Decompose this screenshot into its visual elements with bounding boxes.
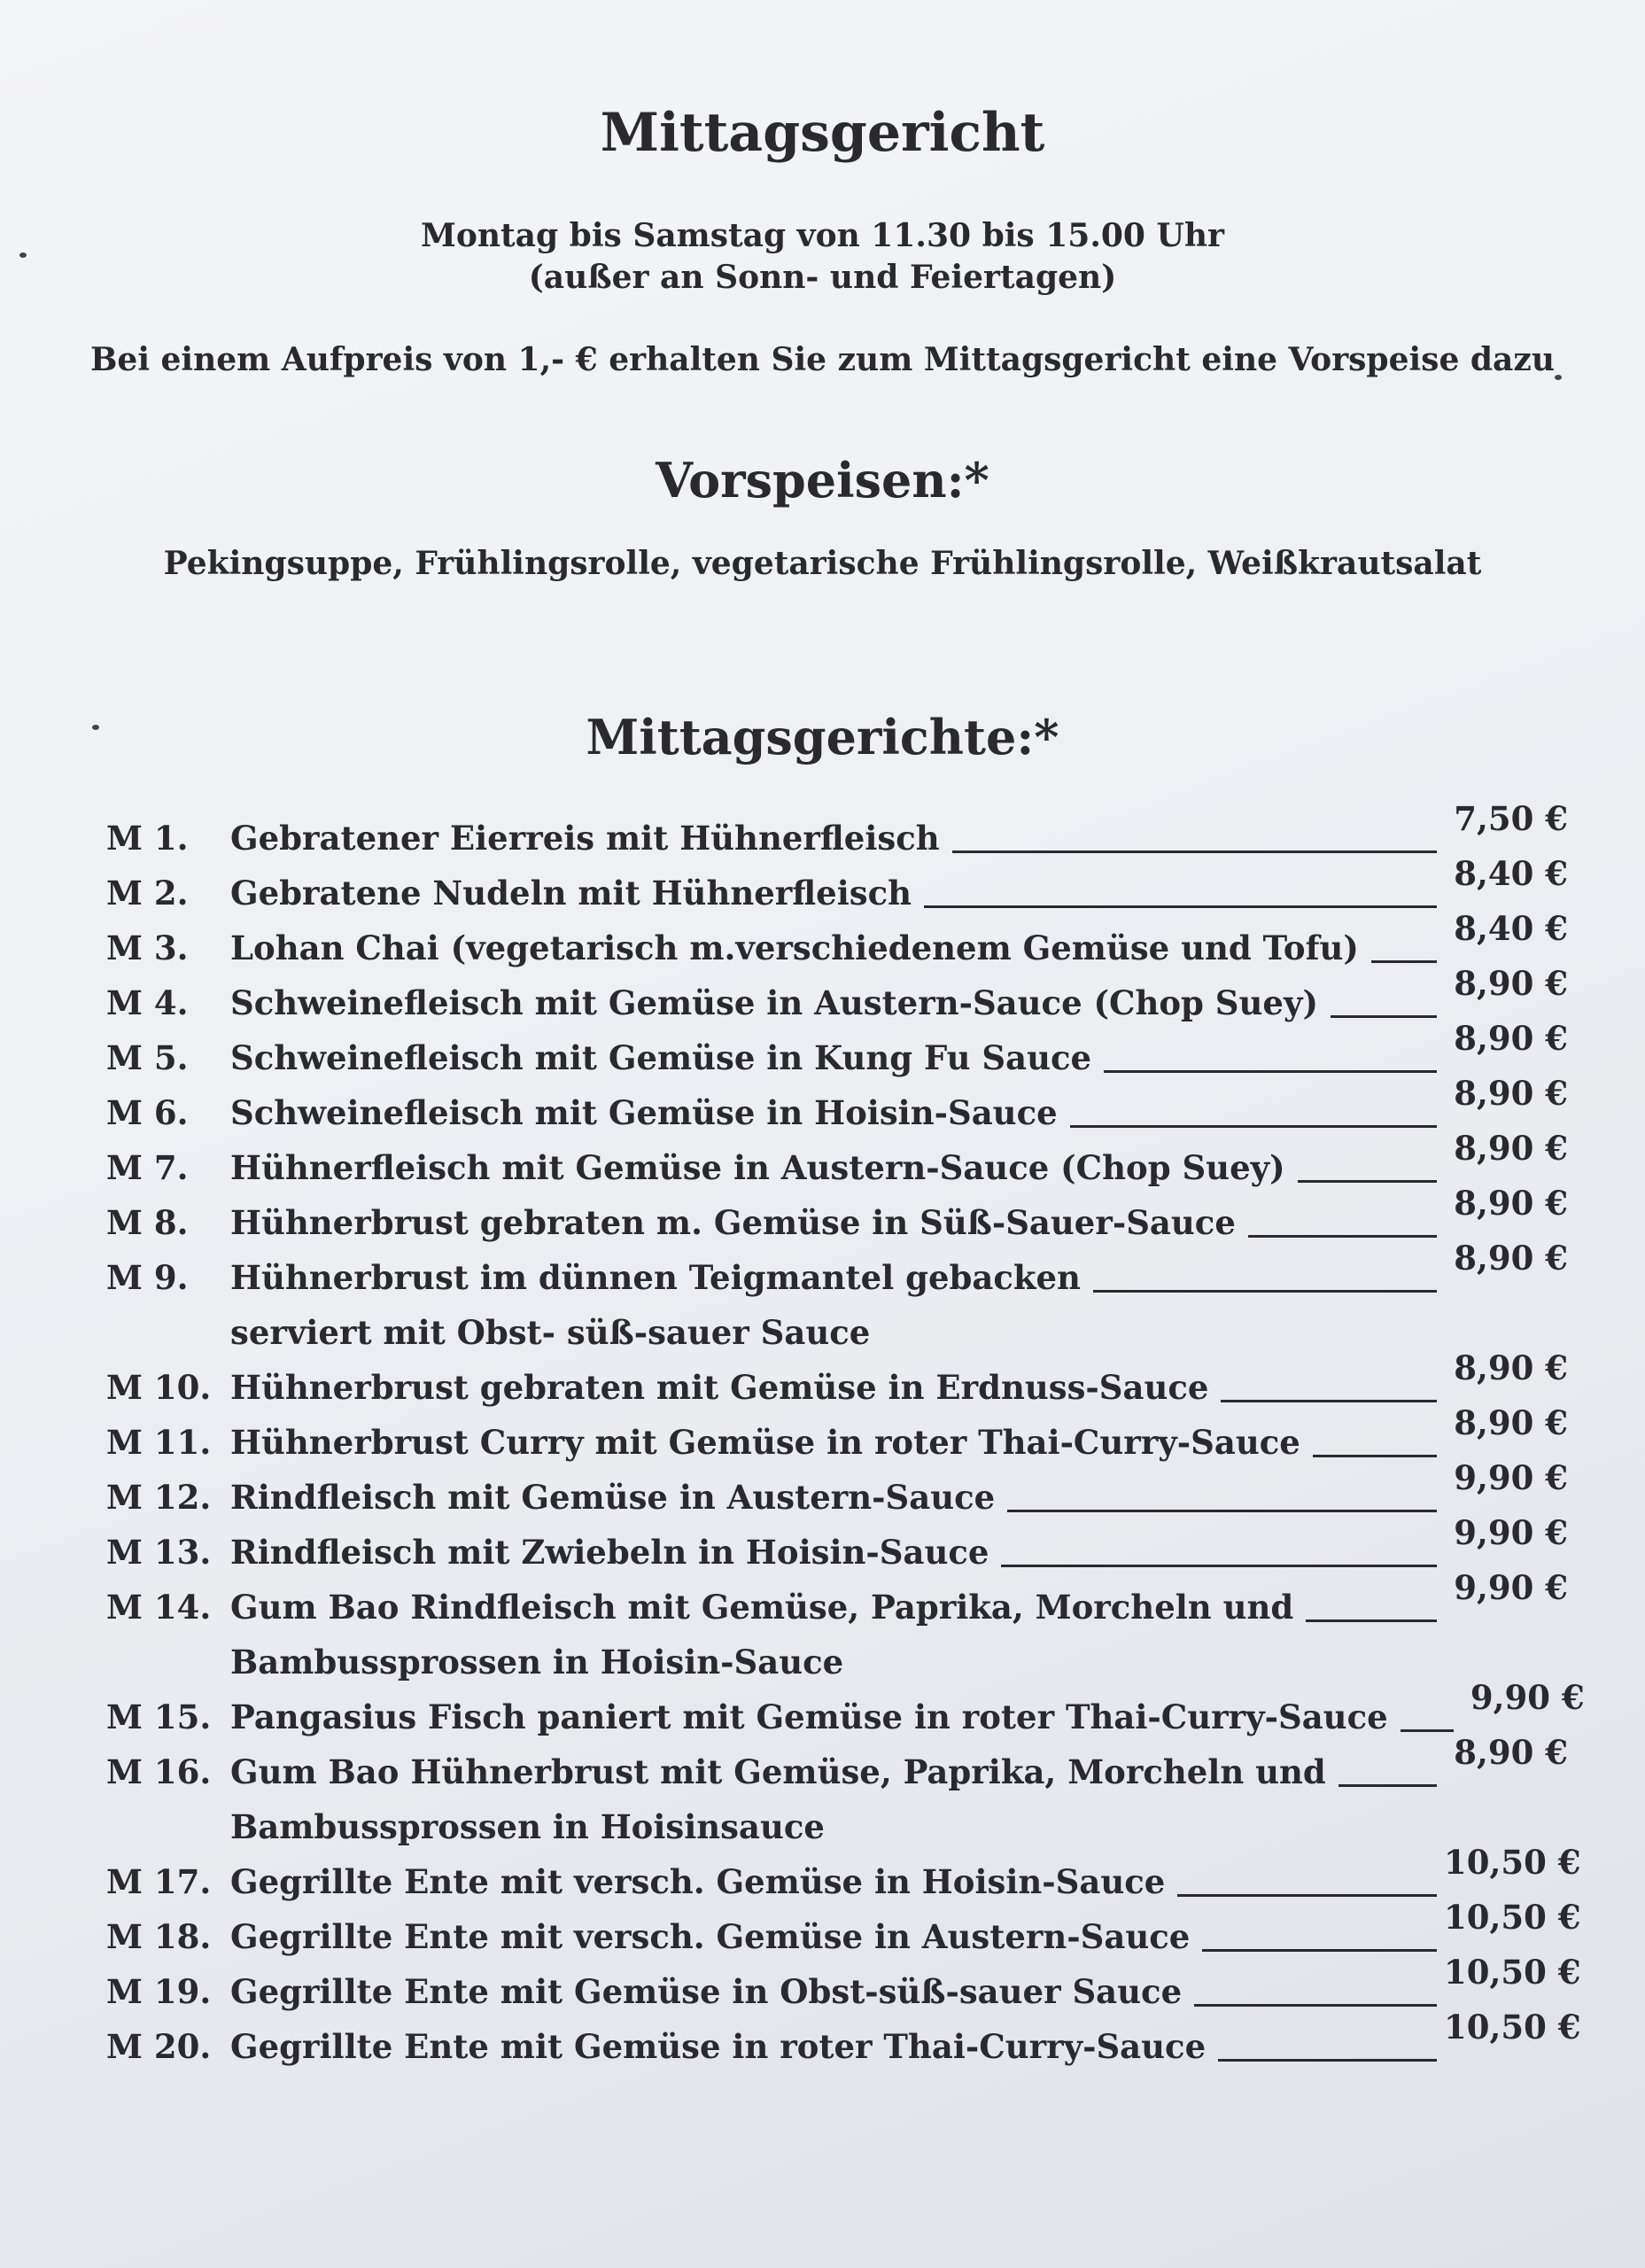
price-leader-line: [1371, 960, 1437, 963]
menu-item-number: M 2.: [106, 874, 189, 913]
menu-item-continuation: serviert mit Obst- süß-sauer Sauce: [230, 1313, 871, 1352]
price-leader-line: [1093, 1290, 1437, 1293]
price-leader-line: [1001, 1565, 1437, 1567]
menu-item: [106, 1843, 1581, 1909]
menu-item-name: Gegrillte Ente mit Gemüse in roter Thai-Curry-Sauce: [230, 2027, 1207, 2066]
menu-item-price: 9,90 €: [1470, 1678, 1585, 1717]
price-leader-line: [1313, 1455, 1437, 1457]
price-leader-line: [1221, 1400, 1437, 1402]
menu-item: [106, 1733, 1568, 1799]
price-leader-line: [1248, 1235, 1437, 1238]
menu-item-name: Hühnerbrust gebraten m. Gemüse in Süß-Sauer-Sauce: [230, 1203, 1236, 1242]
menu-item-price: 8,90 €: [1454, 1733, 1568, 1772]
price-leader-line: [1007, 1510, 1437, 1512]
menu-item-name: Hühnerbrust gebraten mit Gemüse in Erdnuss-Sauce: [230, 1368, 1209, 1407]
menu-item-price: 10,50 €: [1444, 1843, 1581, 1882]
menu-item: [106, 1513, 1568, 1580]
menu-item-number: M 8.: [106, 1203, 189, 1242]
surcharge-note: Bei einem Aufpreis von 1,- € erhalten Sie zum Mittagsgericht eine Vorspeise dazu: [89, 341, 1555, 378]
price-leader-line: [1331, 1015, 1437, 1018]
menu-item: [106, 1239, 1568, 1305]
price-leader-line: [1202, 1949, 1437, 1952]
menu-item: [106, 1019, 1568, 1085]
menu-item-price: 8,90 €: [1454, 1184, 1568, 1223]
menu-item-name: Lohan Chai (vegetarisch m.verschiedenem Gemüse und Tofu): [230, 928, 1359, 967]
menu-item-continuation: Bambussprossen in Hoisinsauce: [230, 1807, 825, 1846]
menu-item-number: M 5.: [106, 1038, 189, 1077]
price-leader-line: [1306, 1619, 1437, 1622]
opening-hours: Montag bis Samstag von 11.30 bis 15.00 Uhr: [420, 217, 1225, 254]
menu-item-price: 9,90 €: [1454, 1513, 1568, 1552]
menu-item-number: M 9.: [106, 1258, 189, 1297]
price-leader-line: [1070, 1125, 1437, 1128]
menu-item-name: Gegrillte Ente mit versch. Gemüse in Hoisin-Sauce: [230, 1862, 1166, 1901]
price-leader-line: [952, 850, 1437, 853]
menu-item: [106, 1184, 1568, 1250]
menu-item-number: M 7.: [106, 1148, 189, 1187]
menu-item-price: 10,50 €: [1444, 1953, 1581, 1992]
menu-item: [106, 1129, 1568, 1195]
menu-item-number: M 16.: [106, 1752, 212, 1791]
menu-item: [106, 854, 1568, 920]
menu-item: [106, 1678, 1585, 1744]
menu-item: [106, 964, 1568, 1030]
menu-item-price: 8,40 €: [1454, 909, 1568, 948]
menu-item: [106, 909, 1568, 975]
menu-item-price: 10,50 €: [1444, 2008, 1581, 2047]
paper-speck: [19, 252, 27, 258]
menu-item-price: 8,90 €: [1454, 1019, 1568, 1058]
mains-list: [106, 799, 1585, 2074]
price-leader-line: [1104, 1070, 1437, 1073]
menu-item-price: 8,40 €: [1454, 854, 1568, 893]
mains-heading: Mittagsgerichte:*: [586, 709, 1059, 765]
menu-item-number: M 4.: [106, 983, 189, 1022]
menu-item: [106, 1348, 1568, 1415]
menu-item-name: Rindfleisch mit Zwiebeln in Hoisin-Sauce: [230, 1533, 989, 1572]
menu-item-name: Hühnerbrust Curry mit Gemüse in roter Thai-Curry-Sauce: [230, 1423, 1300, 1462]
menu-item: [106, 1403, 1568, 1470]
menu-item: [106, 1953, 1581, 2019]
menu-item: [106, 1568, 1568, 1635]
menu-item: [106, 1458, 1568, 1525]
menu-item: [106, 799, 1568, 866]
opening-hours-note: (außer an Sonn- und Feiertagen): [528, 259, 1117, 296]
menu-item-name: Schweinefleisch mit Gemüse in Hoisin-Sauce: [230, 1093, 1058, 1132]
price-leader-line: [1218, 2059, 1437, 2062]
page-title: Mittagsgericht: [600, 102, 1045, 164]
price-leader-line: [1298, 1180, 1437, 1183]
menu-item-price: 9,90 €: [1454, 1458, 1568, 1497]
menu-item-number: M 15.: [106, 1697, 212, 1736]
menu-item-price: 8,90 €: [1454, 1129, 1568, 1168]
menu-item-price: 9,90 €: [1454, 1568, 1568, 1607]
menu-item-number: M 13.: [106, 1533, 212, 1572]
menu-item-number: M 6.: [106, 1093, 189, 1132]
price-leader-line: [924, 905, 1437, 908]
starters-list: Pekingsuppe, Frühlingsrolle, vegetarische Frühlingsrolle, Weißkrautsalat: [163, 545, 1482, 582]
menu-item-number: M 10.: [106, 1368, 212, 1407]
menu-item-number: M 1.: [106, 819, 189, 858]
menu-item-name: Gebratener Eierreis mit Hühnerfleisch: [230, 819, 940, 858]
menu-item-price: 8,90 €: [1454, 964, 1568, 1003]
paper-speck: [92, 725, 99, 730]
menu-item-number: M 20.: [106, 2027, 212, 2066]
menu-item-name: Rindfleisch mit Gemüse in Austern-Sauce: [230, 1478, 996, 1517]
menu-item: [106, 1074, 1568, 1140]
menu-item-number: M 14.: [106, 1588, 212, 1627]
menu-item-continuation: Bambussprossen in Hoisin-Sauce: [230, 1643, 844, 1682]
menu-item-name: Gebratene Nudeln mit Hühnerfleisch: [230, 874, 912, 913]
menu-item-price: 8,90 €: [1454, 1239, 1568, 1278]
price-leader-line: [1339, 1784, 1437, 1787]
menu-item-name: Gegrillte Ente mit versch. Gemüse in Austern-Sauce: [230, 1917, 1191, 1956]
menu-item-number: M 3.: [106, 928, 189, 967]
menu-item-price: 8,90 €: [1454, 1074, 1568, 1113]
price-leader-line: [1177, 1894, 1437, 1897]
menu-item-name: Schweinefleisch mit Gemüse in Kung Fu Sauce: [230, 1038, 1092, 1077]
menu-item: [106, 2008, 1581, 2074]
menu-item-name: Schweinefleisch mit Gemüse in Austern-Sauce (Chop Suey): [230, 983, 1318, 1022]
menu-item-number: M 19.: [106, 1972, 212, 2011]
menu-item-price: 7,50 €: [1454, 799, 1568, 838]
price-leader-line: [1194, 2004, 1437, 2007]
menu-item-price: 8,90 €: [1454, 1348, 1568, 1387]
menu-item-name: Hühnerbrust im dünnen Teigmantel gebacken: [230, 1258, 1081, 1297]
menu-item-name: Pangasius Fisch paniert mit Gemüse in roter Thai-Curry-Sauce: [230, 1697, 1388, 1736]
paper-speck: [1555, 375, 1562, 380]
starters-heading: Vorspeisen:*: [656, 452, 989, 509]
menu-item-price: 10,50 €: [1444, 1898, 1581, 1937]
menu-item-name: Gum Bao Hühnerbrust mit Gemüse, Paprika, Morcheln und: [230, 1752, 1326, 1791]
menu-item-price: 8,90 €: [1454, 1403, 1568, 1442]
menu-item-name: Gegrillte Ente mit Gemüse in Obst-süß-sauer Sauce: [230, 1972, 1183, 2011]
menu-item-number: M 17.: [106, 1862, 212, 1901]
menu-item: [106, 1898, 1581, 1964]
menu-item-number: M 12.: [106, 1478, 212, 1517]
menu-item-number: M 11.: [106, 1423, 212, 1462]
menu-item-name: Hühnerfleisch mit Gemüse in Austern-Sauce (Chop Suey): [230, 1148, 1285, 1187]
menu-item-name: Gum Bao Rindfleisch mit Gemüse, Paprika, Morcheln und: [230, 1588, 1294, 1627]
menu-item-number: M 18.: [106, 1917, 212, 1956]
